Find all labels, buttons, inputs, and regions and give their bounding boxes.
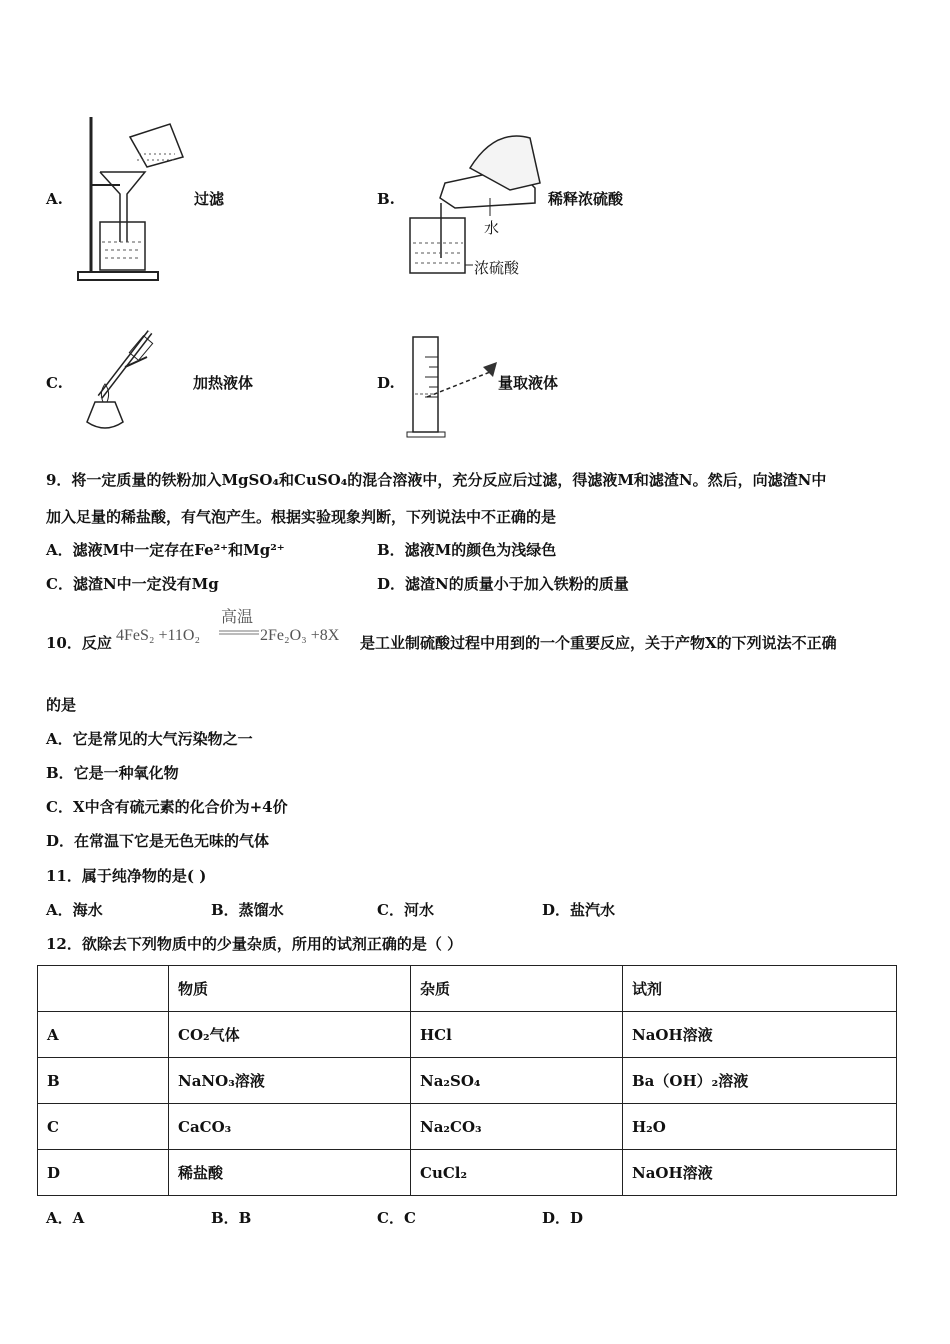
q10-condition: 高温 (221, 609, 254, 626)
option-label-dilute: 稀释浓硫酸 (548, 190, 624, 208)
table-row (38, 1012, 897, 1058)
figure-label-conc-acid: 浓硫酸 (474, 259, 520, 277)
q9-stem-line1: 9．将一定质量的铁粉加入MgSO₄和CuSO₄的混合溶液中，充分反应后过滤，得滤液M和滤渣N。然后，向滤渣N中 (46, 471, 827, 489)
table-cell: Na₂SO₄ (411, 1058, 623, 1104)
dilute-acid-figure (405, 128, 545, 278)
q12-stem: 12．欲除去下列物质中的少量杂质，所用的试剂正确的是（ ） (46, 935, 463, 953)
equals-sign (219, 630, 259, 636)
q10-products: 2Fe₂O₃ +8X (260, 627, 340, 644)
table-cell: NaNO₃溶液 (169, 1058, 411, 1104)
table-cell: Na₂CO₃ (411, 1104, 623, 1150)
table-cell: D (38, 1150, 169, 1196)
option-label-heating: 加热液体 (193, 374, 254, 392)
header-cell: 杂质 (411, 966, 623, 1012)
q10-stem-line2: 的是 (46, 696, 77, 714)
table-header-row (38, 966, 897, 1012)
q10-option-c: C．X中含有硫元素的化合价为+4价 (46, 798, 288, 816)
q10-option-b: B．它是一种氧化物 (46, 764, 179, 782)
table-cell: A (38, 1012, 169, 1058)
q9-option-c: C．滤渣N中一定没有Mg (46, 575, 219, 593)
q9-option-b: B．滤液M的颜色为浅绿色 (377, 541, 557, 559)
table-cell: CuCl₂ (411, 1150, 623, 1196)
q11-option-b: B．蒸馏水 (211, 901, 284, 919)
q9-stem-line2: 加入足量的稀盐酸，有气泡产生。根据实验现象判断，下列说法中不正确的是 (46, 508, 557, 526)
header-cell: 试剂 (623, 966, 897, 1012)
table-cell: 稀盐酸 (169, 1150, 411, 1196)
option-label-filtration: 过滤 (194, 190, 225, 208)
q9-option-a: A．滤液M中一定存在Fe²⁺和Mg²⁺ (46, 541, 285, 559)
option-label-measuring: 量取液体 (498, 374, 559, 392)
q12-option-c: C．C (377, 1209, 416, 1227)
q11-option-a: A．海水 (46, 901, 103, 919)
table-cell: B (38, 1058, 169, 1104)
q11-option-d: D．盐汽水 (542, 901, 616, 919)
table-cell: CaCO₃ (169, 1104, 411, 1150)
table-cell: CO₂气体 (169, 1012, 411, 1058)
q10-suffix: 是工业制硫酸过程中用到的一个重要反应，关于产物X的下列说法不正确 (360, 634, 837, 652)
filtration-apparatus-figure (75, 112, 195, 284)
figure-label-water: 水 (484, 219, 500, 237)
heating-liquid-figure (75, 322, 185, 437)
option-letter-d: D. (377, 374, 395, 392)
option-letter-b: B. (377, 190, 395, 208)
table-cell: NaOH溶液 (623, 1150, 897, 1196)
q11-stem: 11．属于纯净物的是( ) (46, 867, 207, 885)
q12-option-b: B．B (211, 1209, 252, 1227)
option-letter-a: A. (46, 190, 63, 208)
measuring-cylinder-figure (405, 332, 500, 440)
q12-table (37, 965, 897, 1196)
table-cell: H₂O (623, 1104, 897, 1150)
q10-option-d: D．在常温下它是无色无味的气体 (46, 832, 270, 850)
table-row (38, 1150, 897, 1196)
table-cell: NaOH溶液 (623, 1012, 897, 1058)
table-cell: Ba（OH）₂溶液 (623, 1058, 897, 1104)
q12-option-a: A．A (46, 1209, 85, 1227)
table-row (38, 1058, 897, 1104)
table-row (38, 1104, 897, 1150)
q9-option-d: D．滤渣N的质量小于加入铁粉的质量 (377, 575, 629, 593)
header-cell: 物质 (169, 966, 411, 1012)
q10-prefix: 10．反应 (46, 634, 112, 652)
q10-reactants: 4FeS₂ +11O₂ (116, 627, 201, 644)
q12-option-d: D．D (542, 1209, 584, 1227)
table-cell: HCl (411, 1012, 623, 1058)
option-letter-c: C. (46, 374, 63, 392)
q11-option-c: C．河水 (377, 901, 434, 919)
table-cell: C (38, 1104, 169, 1150)
header-cell (38, 966, 169, 1012)
q10-option-a: A．它是常见的大气污染物之一 (46, 730, 253, 748)
